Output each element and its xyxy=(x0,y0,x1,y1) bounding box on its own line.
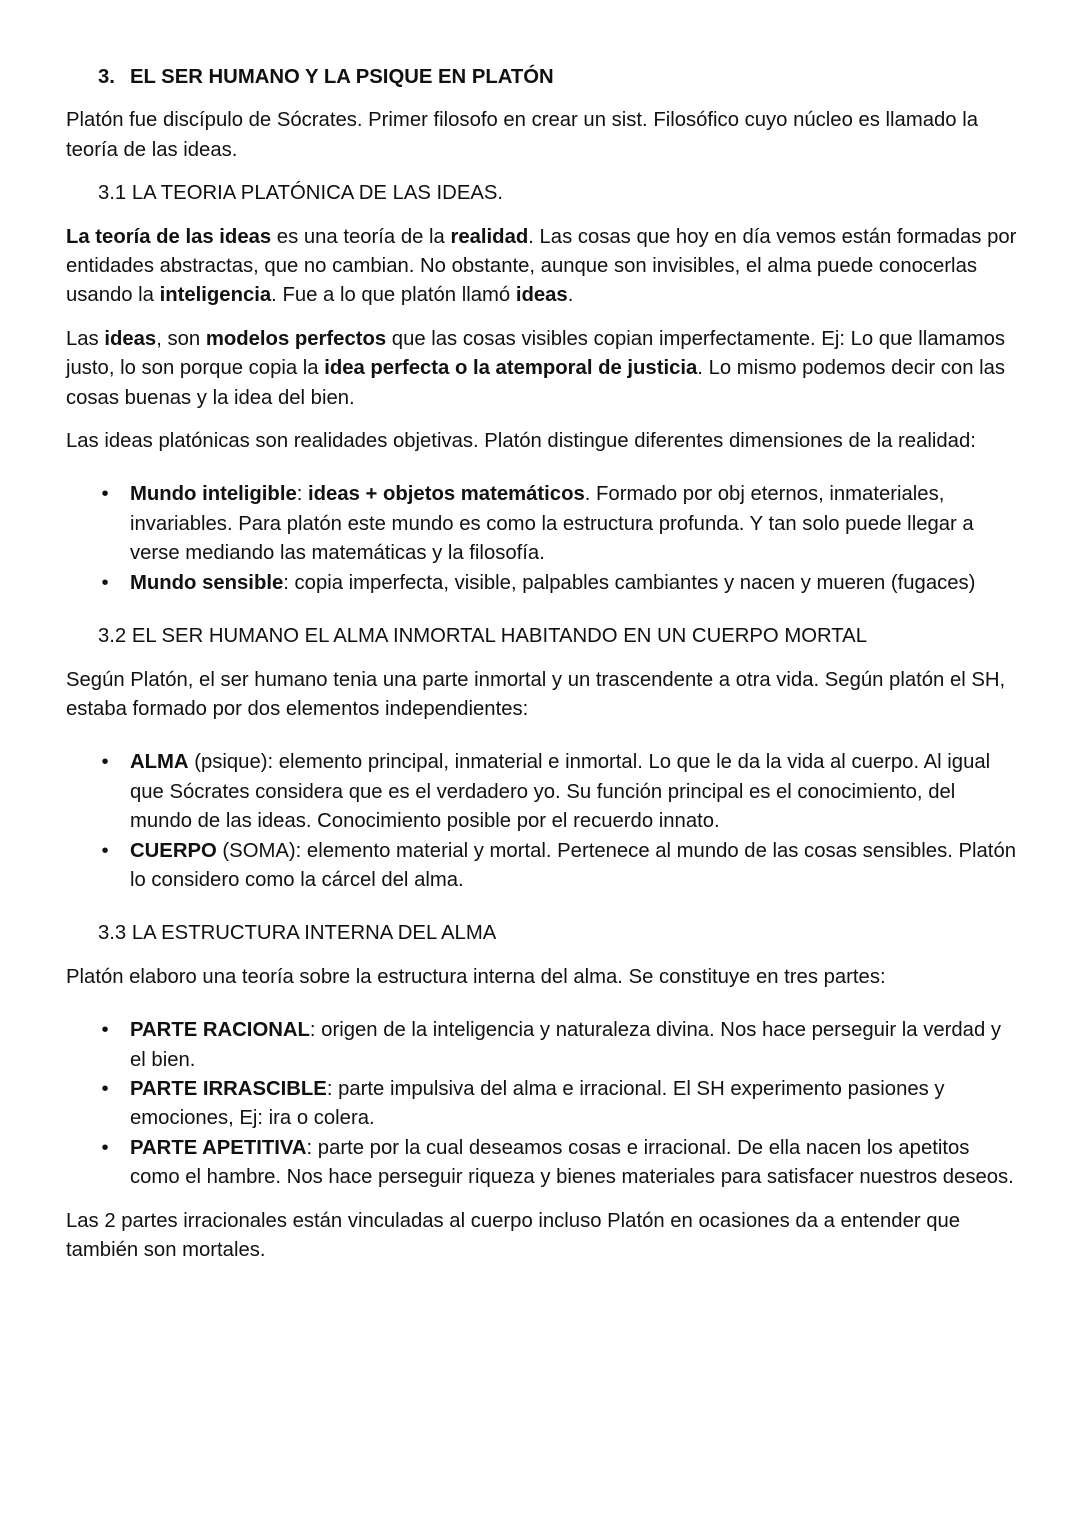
text: . Fue a lo que platón llamó xyxy=(271,284,516,307)
objective-realities-paragraph: Las ideas platónicas son realidades objetivas. Platón distingue diferentes dimensiones de la realidad: xyxy=(66,430,976,453)
text: : xyxy=(296,483,309,506)
bold-term: PARTE RACIONAL xyxy=(130,1019,310,1042)
text: (psique): elemento principal, inmaterial e inmortal. Lo que le da la vida al cuerpo. Al igual que Sócrates considera que es el verdadero yo. Su función principal es el conocimiento, del mundo de las ideas. Conocimiento posible por el recuerdo innato. xyxy=(130,751,991,833)
text: (SOMA): elemento material y mortal. Pertenece al mundo de las cosas sensibles. Platón lo considero como la cárcel del alma. xyxy=(130,839,1016,891)
text: : parte impulsiva del alma e irracional. El SH experimento pasiones y emociones, Ej: ira o colera. xyxy=(130,1077,945,1130)
bold-term: Mundo inteligible xyxy=(130,483,297,506)
text: . Formado por obj eternos, inmateriales, invariables. Para platón este mundo es como la estructura profunda. Y tan solo puede llegar a verse mediando las matemáticas y la filosofía. xyxy=(130,483,974,565)
bold-term: ALMA xyxy=(130,751,189,774)
text: Las xyxy=(66,327,105,350)
text: : parte por la cual deseamos cosas e irracional. De ella nacen los apetitos como el hambre. Nos hace perseguir riqueza y bienes materiales para satisfacer nuestros deseos. xyxy=(130,1136,1014,1189)
bullet-icon: • xyxy=(101,1077,109,1100)
section-number: 3. xyxy=(98,66,115,88)
list-item-parte-apetitiva xyxy=(66,1134,1020,1193)
text: que las cosas visibles copian imperfectamente. Ej: Lo que llamamos justo, lo son porque copia la xyxy=(66,327,1006,380)
text: : copia imperfecta, visible, palpables cambiantes y nacen y mueren (fugaces) xyxy=(283,571,976,594)
section-3-intro: Platón fue discípulo de Sócrates. Primer filosofo en crear un sist. Filosófico cuyo núcleo es llamado la teoría de las ideas. xyxy=(66,109,978,161)
worlds-list xyxy=(66,480,1020,598)
section-3-heading xyxy=(98,63,1020,92)
bold-term: PARTE IRRASCIBLE xyxy=(130,1077,327,1100)
list-item-parte-racional xyxy=(66,1016,1020,1075)
bold-term: idea perfecta o la atemporal de justicia xyxy=(324,357,698,380)
bold-term: Mundo sensible xyxy=(130,571,284,594)
list-item-alma xyxy=(66,748,1020,836)
ideas-models-paragraph xyxy=(66,325,1020,413)
bold-term: La teoría de las ideas xyxy=(66,225,272,248)
bullet-icon: • xyxy=(101,1136,109,1159)
subsection-3-2-heading: 3.2 EL SER HUMANO EL ALMA INMORTAL HABITANDO EN UN CUERPO MORTAL xyxy=(98,625,867,648)
section-3-2-intro: Según Platón, el ser humano tenia una parte inmortal y un trascendente a otra vida. Según platón el SH, estaba formado por dos elementos independientes: xyxy=(66,668,1006,720)
text: es una teoría de la xyxy=(271,225,451,248)
section-3-3-intro: Platón elaboro una teoría sobre la estructura interna del alma. Se constituye en tres partes: xyxy=(66,965,886,988)
bold-term: ideas xyxy=(104,327,157,350)
bold-term: inteligencia xyxy=(159,284,272,307)
subsection-3-3-heading: 3.3 LA ESTRUCTURA INTERNA DEL ALMA xyxy=(98,922,497,945)
soul-parts-list xyxy=(66,1016,1020,1192)
section-title: EL SER HUMANO Y LA PSIQUE EN PLATÓN xyxy=(130,66,554,88)
list-item-cuerpo xyxy=(66,837,1020,896)
bold-term: realidad xyxy=(450,225,529,248)
conclusion-paragraph: Las 2 partes irracionales están vinculadas al cuerpo incluso Platón en ocasiones da a entender que también son mortales. xyxy=(66,1209,961,1261)
soul-body-list xyxy=(66,748,1020,895)
ideas-theory-paragraph xyxy=(66,223,1020,311)
bold-term: ideas + objetos matemáticos xyxy=(308,483,585,506)
bold-term: modelos perfectos xyxy=(205,327,387,350)
subsection-3-1-heading: 3.1 LA TEORIA PLATÓNICA DE LAS IDEAS. xyxy=(98,182,504,205)
text: . Lo mismo podemos decir con las cosas buenas y la idea del bien. xyxy=(66,357,1006,409)
bold-term: ideas xyxy=(515,284,568,307)
bullet-icon: • xyxy=(101,571,109,594)
text: . xyxy=(567,284,574,307)
bullet-icon: • xyxy=(101,1019,109,1042)
list-item-parte-irrascible xyxy=(66,1075,1020,1134)
text: . Las cosas que hoy en día vemos están formadas por entidades abstractas, que no cambian. No obstante, aunque son invisibles, el alma puede conocerlas usando la xyxy=(66,225,1017,307)
bullet-icon: • xyxy=(101,839,109,862)
list-item-mundo-inteligible xyxy=(66,480,1020,568)
text: , son xyxy=(156,327,206,350)
bullet-icon: • xyxy=(101,483,109,506)
bold-term: PARTE APETITIVA xyxy=(130,1136,307,1159)
text: : origen de la inteligencia y naturaleza divina. Nos hace perseguir la verdad y el bien. xyxy=(130,1019,1002,1071)
bold-term: CUERPO xyxy=(130,839,217,862)
list-item-mundo-sensible xyxy=(66,569,1020,598)
bullet-icon: • xyxy=(101,751,109,774)
